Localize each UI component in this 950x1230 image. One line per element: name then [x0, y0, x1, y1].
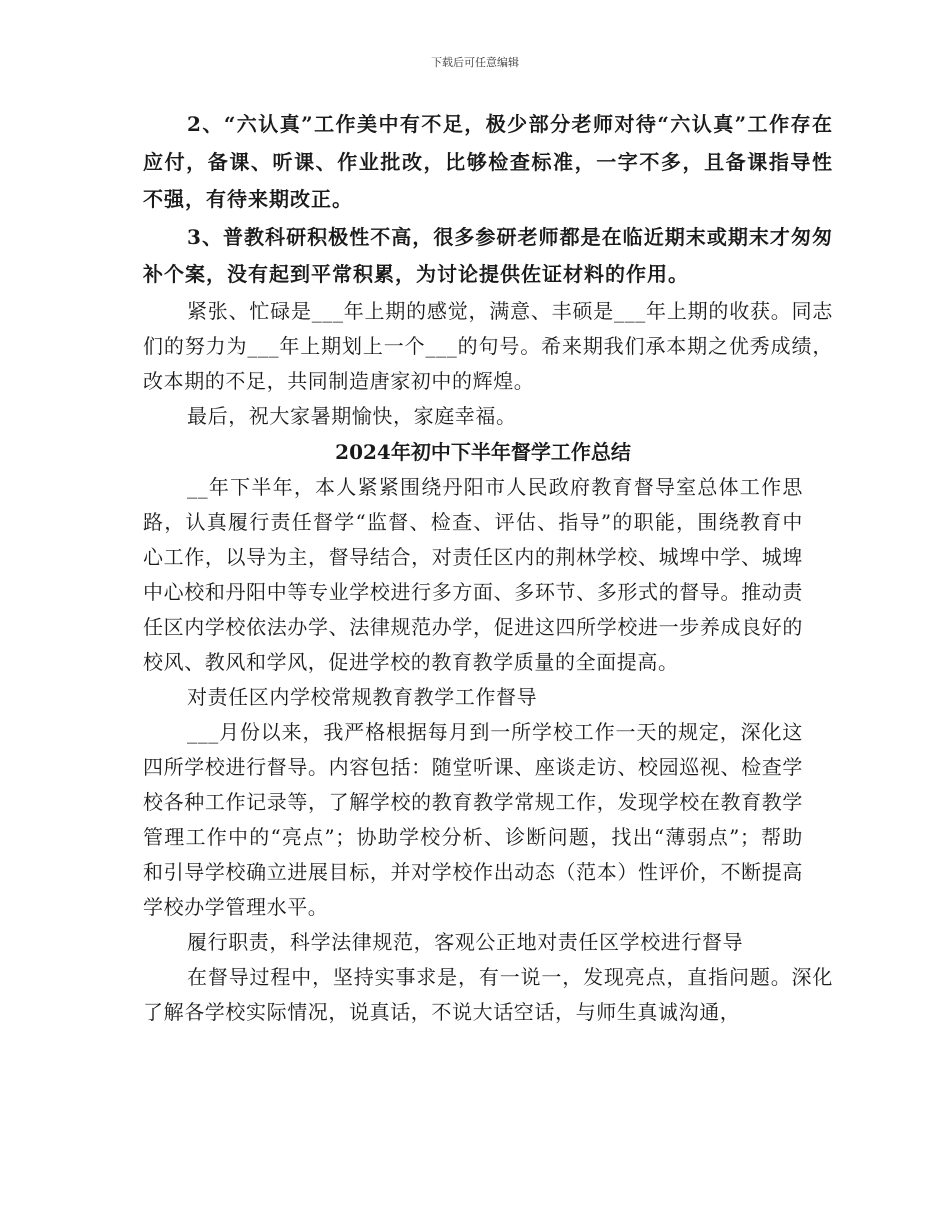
subheading-duties: 履行职责，科学法律规范，客观公正地对责任区学校进行督导: [187, 929, 744, 954]
paragraph-routine-supervision: ___月份以来，我严格根据每月到一所学校工作一天的规定，深化这四所学校进行督导。内容包括：随堂听课、座谈走访、校园巡视、检查学校各种工作记录等，了解学校的教育教学常规工作，发现学校在教育教学管理工作中的“亮点”；协助学校分析、诊断问题，找出“薄弱点”；帮助和引导学校确立进展目标，并对学校作出动态（范本）性评价，不断提高学校办学管理水平。: [143, 719, 803, 919]
section-title: 2024年初中下半年督学工作总结: [335, 439, 631, 464]
document-body: [143, 106, 833, 1030]
paragraph-summary: 紧张、忙碌是___年上期的感觉，满意、丰硕是___年上期的收获。同志们的努力为___年上期划上一个___的句号。希来期我们承本期之优秀成绩，改本期的不足，共同制造唐家初中的辉煌。: [143, 298, 833, 393]
paragraph-intro: __年下半年，本人紧紧围绕丹阳市人民政府教育督导室总体工作思路，认真履行责任督学“监督、检查、评估、指导”的职能，围绕教育中心工作，以导为主，督导结合，对责任区内的荆林学校、城埤中学、城埤中心校和丹阳中等专业学校进行多方面、多环节、多形式的督导。推动责任区内学校依法办学、法律规范办学，促进这四所学校进一步养成良好的校风、教风和学风，促进学校的教育教学质量的全面提高。: [143, 474, 803, 674]
subheading-routine-supervision: 对责任区内学校常规教育教学工作督导: [187, 684, 538, 709]
paragraph-closing: 最后，祝大家暑期愉快，家庭幸福。: [187, 403, 517, 428]
paragraph-point-2: 2、“六认真”工作美中有不足，极少部分老师对待“六认真”工作存在应付，备课、听课、作业批改，比够检查标准，一字不多，且备课指导性不强，有待来期改正。: [143, 112, 833, 211]
paragraph-supervision-process: 在督导过程中，坚持实事求是，有一说一，发现亮点，直指问题。深化了解各学校实际情况，说真话，不说大话空话，与师生真诚沟通，: [143, 964, 833, 1024]
paragraph-point-3: 3、普教科研积极性不高，很多参研老师都是在临近期末或期末才匆匆补个案，没有起到平常积累，为讨论提供佐证材料的作用。: [143, 224, 833, 286]
page-header: 下载后可任意编辑: [431, 56, 519, 69]
